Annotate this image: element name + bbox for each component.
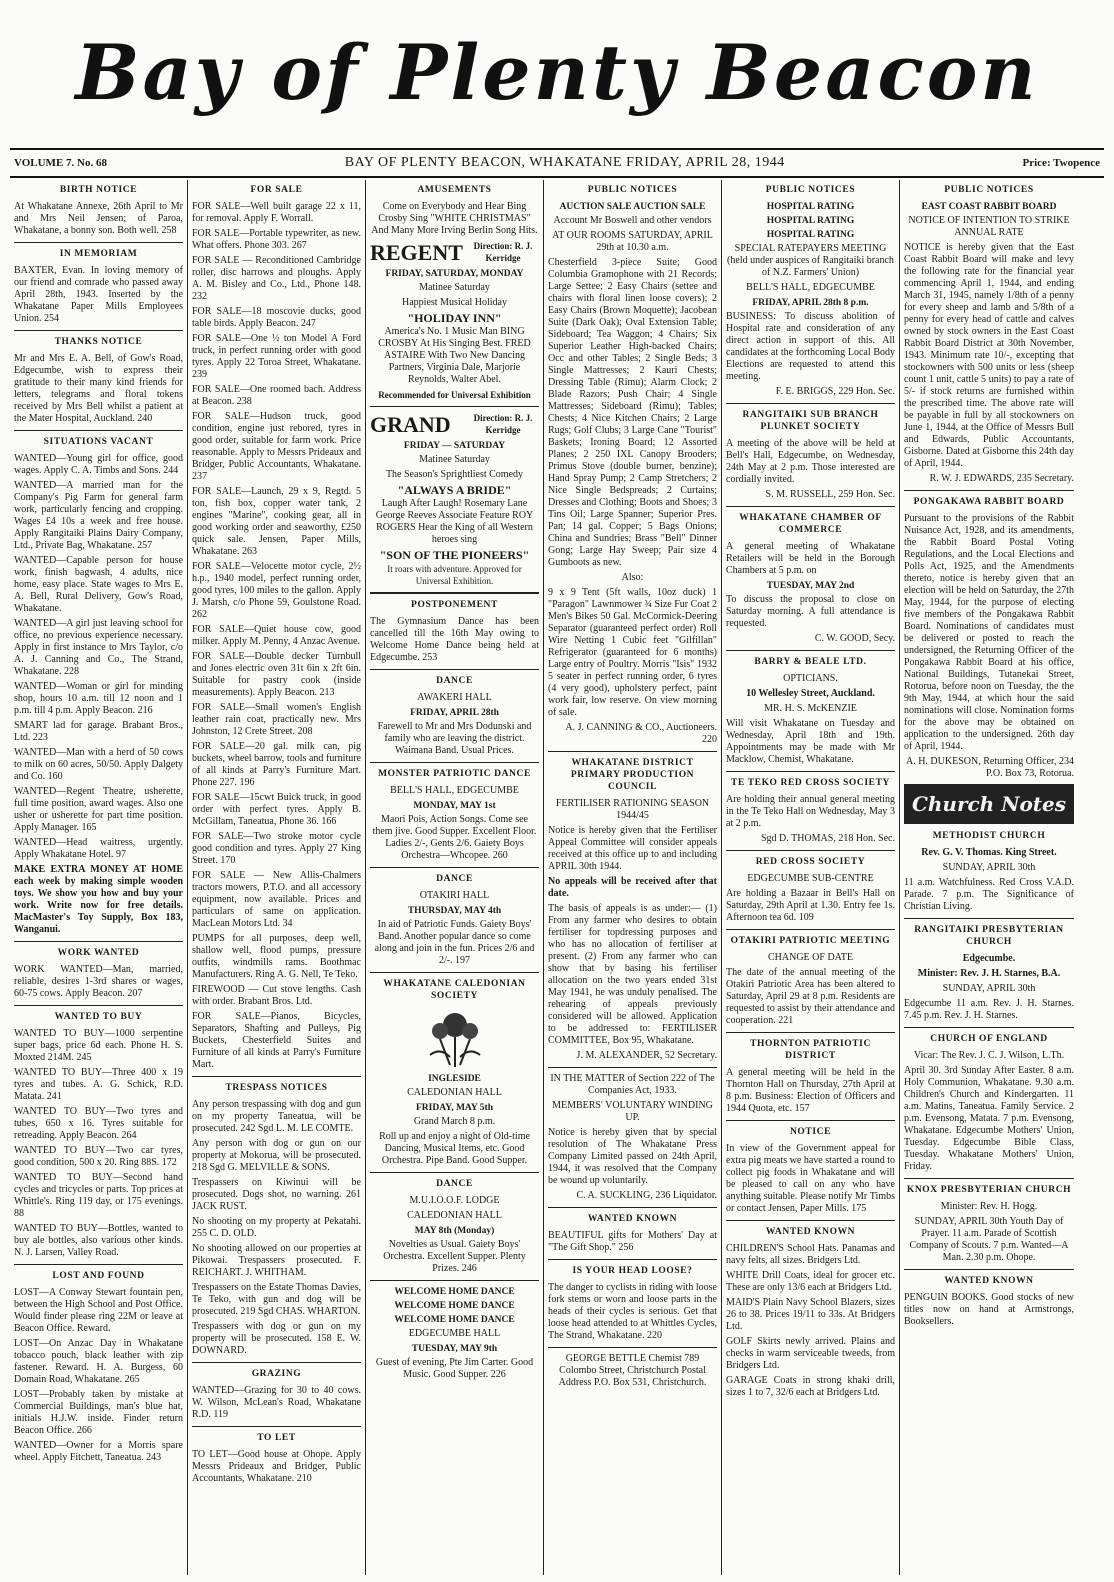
grand-tagline: The Season's Sprightliest Comedy bbox=[385, 469, 524, 480]
grand-film: "ALWAYS A BRIDE" bbox=[397, 483, 512, 497]
dance-heading: DANCE bbox=[436, 676, 473, 686]
plunket-notice: A meeting of the above will be held at Bell's Hall, Edgecumbe, on Wednesday, 24th May at 2 p.m. Those interested are cordially invited. bbox=[726, 438, 895, 485]
church-of-england-services: April 30. 3rd Sunday After Easter. 8 a.m. Holy Communion, Whakatane. 9.30 a.m. Children's Church and Kindergarten. 11 a.m. Matins, Taneatua. Family Service. 2 p.m. Evensong, Matata. 7 p.m. Evensong, Whakatane. Edgecumbe Mothers' Union, Tuesday. Edgecumbe Bible Class, Tuesday. Whakatane Mothers' Union, Friday. bbox=[904, 1065, 1074, 1172]
rabbit-board-signature: R. W. J. EDWARDS, 235 Secretary. bbox=[929, 473, 1074, 484]
public-notices-heading: PUBLIC NOTICES bbox=[944, 185, 1034, 195]
for-sale-ad: FOR SALE — Reconditioned Cambridge roller, disc harrows and ploughs. Apply A. M. Bisley and Co., Ltd., Phone 148. 232 bbox=[192, 255, 361, 302]
presbyterian-services: Edgecumbe 11 a.m. Rev. J. H. Starnes. 7.45 p.m. Rev. J. H. Starnes. bbox=[904, 998, 1074, 1021]
chamber-heading: WHAKATANE CHAMBER OF COMMERCE bbox=[739, 513, 882, 535]
welcome-home-heading: WELCOME HOME DANCE bbox=[394, 1315, 515, 1325]
plunket-heading: RANGITAIKI SUB BRANCH PLUNKET SOCIETY bbox=[742, 410, 879, 432]
lost-ad: LOST—Probably taken by mistake at Commercial Buildings, man's blue hat, initials H.J.W. inside. Finder return Beacon Office. 266 bbox=[14, 1389, 183, 1436]
dance-details: Novelties as Usual. Gaiety Boys' Orchestra. Excellent Supper. Plenty Prizes. 246 bbox=[383, 1239, 526, 1274]
postponement-notice: The Gymnasium Dance has been cancelled till the 16th May owing to Welcome Home Dance being held at Edgecumbe. 253 bbox=[370, 616, 539, 663]
trespass-notice: No shooting allowed on our properties at Pikowai. Trespassers prosecuted. F. REICHART. J. WHITHAM. bbox=[192, 1243, 361, 1278]
presbyterian-location: Edgecumbe. bbox=[962, 953, 1016, 964]
for-sale-ad: FOR SALE—One ½ ton Model A Ford truck, in perfect running order with good tyres. Apply 22 Toroa Street, Whakatane. 239 bbox=[192, 333, 361, 380]
birth-notice-heading: BIRTH NOTICE bbox=[59, 185, 138, 195]
wanted-to-buy-ad: WANTED TO BUY—Second hand cycles and tricycles or parts. Top prices at Whittle's. Ring 119 day, or 175 evenings. 88 bbox=[14, 1172, 183, 1219]
welcome-home-heading: WELCOME HOME DANCE bbox=[394, 1301, 515, 1311]
dance-details: In aid of Patriotic Funds. Gaiety Boys' Band. Another popular dance so come along and join in the fun. Prices 2/6 and 2/-. 197 bbox=[374, 919, 535, 966]
situation-ad: WANTED—Head waitress, urgently. Apply Whakatane Hotel. 97 bbox=[14, 837, 183, 860]
situation-ad: WANTED—Regent Theatre, usherette, full time position, award wages. Also one usher or usherette for part time position. Apply Manager. 165 bbox=[14, 786, 183, 833]
head-loose-ad: The danger to cyclists in riding with loose fork stems or worn and loose parts in the heads of their cycles is serious. Get that loose head attended to at Whittles Cycles, The Strand, Whakatane. 220 bbox=[548, 1282, 717, 1341]
auction-items: Chesterfield 3-piece Suite; Good Columbia Gramophone with 21 Records; Large Settee; 2 Easy Chairs (settee and chairs with floral linen loose covers); 2 Easy Chairs (Brown Moquette); Jacobean Suite (Dark Oak); Oval Extension Table; Sideboard; Tea Waggon; 4 Chairs; Six Superior Leather High-backed Chairs; Occ and other Tables; 2 Single Beds; 3 Single Mattresses; 2 Kauri Chests; Dressing Table (Rimu); Alarm Clock; 2 Blade Razors; Push Chair; 4 Single Mattresses; Sideboard (Rimu); Tables; Chests; 4 Nice Kitchen Chairs; 2 Large Rugs; Golf Clubs; 3 Large Cane "Tourist" Baskets; Ironing Board; 12 Assorted Planes; 2 250 IXL Canopy Brooders; Primus Stove (double burner, benzine); Hand Spray Pump; 2 Camp Stretchers; 2 Nice Single Bedspreads; 2 Curtains; Dresses and Clothing; Boots and Shoes; 3 Tins Oil; Large Spanner; Superior Pres. Pan; 14 gal. Copper; 5 Bags Onions; China and Sundries; Brass "Bell" Dinner Gong; Large Hay Sweep; Pair size 4 Gumboots as new. bbox=[548, 257, 717, 568]
meeting-signature: F. E. BRIGGS, 229 Hon. Sec. bbox=[775, 386, 895, 397]
memoriam-notice: BAXTER, Evan. In loving memory of our friend and comrade who passed away April 28th, 1943. Inserted by the Whakatane Paper Mills Employees Union. 254 bbox=[14, 265, 183, 324]
caledonian-venue: INGLESIDE bbox=[428, 1074, 481, 1084]
thanks-notice: Mr and Mrs E. A. Bell, of Gow's Road, Edgecumbe, wish to express their gratitude to their many kind friends for letters, telegrams and floral tokens received by Mrs Bell whilst a patient at the Mater Hospital, Auckland. 240 bbox=[14, 353, 183, 424]
regent-days: FRIDAY, SATURDAY, MONDAY bbox=[385, 269, 524, 279]
patriotic-dance-details: Maori Pois, Action Songs. Come see them jive. Good Supper. Excellent Floor. Ladies 2/-, Gents 2/6. Gaiety Boys Orchestra—Whcopee. 260 bbox=[372, 814, 537, 861]
for-sale-ad: FOR SALE—Pianos, Bicycles, Separators, Shafting and Pulleys, Pig Buckets, Chesterfield Suites and Furniture of all kinds at Parry's Furniture Mart. bbox=[192, 1011, 361, 1070]
to-let-heading: TO LET bbox=[257, 1433, 296, 1443]
lost-found-heading: LOST AND FOUND bbox=[52, 1271, 145, 1281]
fertiliser-signature: J. M. ALEXANDER, 52 Secretary. bbox=[576, 1050, 717, 1061]
welcome-home-date: TUESDAY, MAY 9th bbox=[411, 1344, 498, 1354]
public-notices-heading: PUBLIC NOTICES bbox=[765, 185, 856, 195]
companies-subheading: MEMBERS' VOLUNTARY WINDING UP. bbox=[552, 1100, 713, 1123]
situation-ad: SMART lad for garage. Brabant Bros., Ltd. 223 bbox=[14, 720, 183, 743]
trespass-notice: Any person with dog or gun on our property at Mokorua, will be prosecuted. 218 Sgd G. MELVILLE & SONS. bbox=[192, 1138, 361, 1173]
opticians-address: 10 Wellesley Street, Auckland. bbox=[746, 688, 875, 699]
for-sale-ad: FOR SALE—Hudson truck, good condition, engine just rebored, tyres in good order, suitable for farm work. Price reasonable. Apply to Messrs Prideaux and Bridger, Public Accountants, Whakatane. 237 bbox=[192, 411, 361, 482]
for-sale-ad: FOR SALE—Portable typewriter, as new. What offers. Phone 303. 267 bbox=[192, 228, 361, 251]
situations-heading: SITUATIONS VACANT bbox=[43, 437, 154, 447]
trespass-notice: Any person trespassing with dog and gun on my property Taneatua, will be prosecuted. 242 Sgd L. M. LE COMTE. bbox=[192, 1099, 361, 1134]
methodist-date: SUNDAY, APRIL 30th bbox=[942, 862, 1036, 873]
wanted-to-buy-heading: WANTED TO BUY bbox=[54, 1012, 143, 1022]
welcome-home-hall: EDGECUMBE HALL bbox=[408, 1328, 501, 1339]
wanted-to-buy-ad: WANTED TO BUY—Bottles, wanted to buy ale bottles, also various other kinds. N. J. Larsen, Valley Road. bbox=[14, 1223, 183, 1258]
auction-also: Also: bbox=[621, 572, 644, 583]
columns bbox=[10, 180, 1104, 1575]
red-cross-notice: Are holding a Bazaar in Bell's Hall on Saturday, 29th April at 1.30. Entry fee 1s. Afternoon tea 6d. 109 bbox=[726, 888, 895, 923]
trespass-notice: Trespassers on Kiwinui will be prosecuted. Dogs shot, no warning. 261 JACK RUST. bbox=[192, 1177, 361, 1212]
chemist-ad: GEORGE BETTLE Chemist 789 Colombo Street, Christchurch Postal Address P.O. Box 531, Christchurch. bbox=[558, 1353, 707, 1388]
dance-hall: CALEDONIAN HALL bbox=[407, 1210, 502, 1221]
dateline bbox=[10, 148, 1104, 178]
opticians-notice: Will visit Whakatane on Tuesday and Wednesday, April 18th and 19th. Appointments may be made with Mr Macklow, Chemist, Whakatane. bbox=[726, 718, 895, 765]
companies-notice: Notice is hereby given that by special resolution of The Whakatane Press Company Limited passed on 24th April, 1944, it was resolved that the Company be wound up voluntarily. bbox=[548, 1127, 717, 1186]
otakiri-heading: OTAKIRI PATRIOTIC MEETING bbox=[730, 936, 891, 946]
situation-ad: WANTED—A married man for the Company's Pig Farm for general farm work, particularly fencing and cropping. Wages £4 10s a week and free house. Apply Rangitaiki Plains Dairy Company, Ltd., Private Bag, Whakatane. 257 bbox=[14, 480, 183, 551]
wanted-known-ad: CHILDREN'S School Hats. Panamas and navy felts, all sizes. Bridgers Ltd. bbox=[726, 1243, 895, 1266]
hospital-rating-heading: HOSPITAL RATING bbox=[766, 202, 855, 212]
regent-matinee: Matinee Saturday bbox=[419, 282, 490, 293]
knox-minister: Minister: Rev. H. Hogg. bbox=[940, 1201, 1038, 1212]
regent-rating: Recommended for Universal Exhibition bbox=[378, 390, 531, 400]
wanted-known-ad: PENGUIN BOOKS. Good stocks of new titles now on hand at Armstrongs, Booksellers. bbox=[904, 1292, 1074, 1327]
wanted-known-ad: GARAGE Coats in strong khaki drill, sizes 1 to 7, 32/6 each at Bridgers Ltd. bbox=[726, 1375, 895, 1398]
situation-ad: WANTED—Man with a herd of 50 cows to milk on 60 acres, 50/50. Apply Dalgety and Co. 160 bbox=[14, 747, 183, 782]
regent-tagline: Happiest Musical Holiday bbox=[402, 297, 507, 308]
dance-details: Farewell to Mr and Mrs Dodunski and family who are leaving the district. Waimana Band. Usual Prices. bbox=[377, 721, 532, 756]
auction-heading: AUCTION SALE AUCTION SALE bbox=[559, 202, 706, 212]
lost-ad: WANTED—Owner for a Morris spare wheel. Apply Fitchett, Taneatua. 243 bbox=[14, 1440, 183, 1463]
grand-description: Laugh After Laugh! Rosemary Lane George Reeves Associate Feature ROY ROGERS Hear the King of all Western heroes sing bbox=[375, 498, 534, 545]
for-sale-ad: FOR SALE—Double decker Turnbull and Jones electric oven 31t 6in x 2ft 6in. Suitable for pastry cook (inside measurements). Apply Beacon. 213 bbox=[192, 651, 361, 698]
fertiliser-heading: WHAKATANE DISTRICT PRIMARY PRODUCTION COUNCIL bbox=[570, 758, 695, 792]
presbyterian-minister: Minister: Rev. J. H. Starnes, B.A. bbox=[917, 968, 1061, 979]
knox-services: SUNDAY, APRIL 30th Youth Day of Prayer. 11 a.m. Parade of Scottish Company of Scouts. 7 p.m. Wanted—A Man. 2.30 p.m. Ohope. bbox=[909, 1216, 1069, 1263]
opticians-name: MR. H. S. McKENZIE bbox=[764, 703, 857, 714]
grand-description-2: It roars with adventure. Approved for Universal Exhibition. bbox=[387, 564, 522, 586]
dance-heading: DANCE bbox=[436, 1179, 473, 1189]
for-sale-ad: FOR SALE—Well built garage 22 x 11, for removal. Apply F. Worrall. bbox=[192, 201, 361, 224]
caledonian-heading: WHAKATANE CALEDONIAN SOCIETY bbox=[383, 979, 526, 1001]
for-sale-ad: FOR SALE—18 moscovie ducks, good table birds. Apply Beacon. 247 bbox=[192, 306, 361, 329]
thornton-heading: THORNTON PATRIOTIC DISTRICT bbox=[750, 1039, 871, 1061]
dance-hall: OTAKIRI HALL bbox=[419, 890, 490, 901]
for-sale-ad: FOR SALE—One roomed bach. Address at Beacon. 238 bbox=[192, 384, 361, 407]
wanted-known-ad: MAID'S Plain Navy School Blazers, sizes 26 to 38. Prices 19/11 to 33s. At Bridgers Ltd. bbox=[726, 1297, 895, 1332]
patriotic-dance-date: MONDAY, MAY 1st bbox=[413, 801, 496, 811]
grazing-heading: GRAZING bbox=[251, 1369, 302, 1379]
te-teko-notice: Are holding their annual general meeting in the Te Teko Hall on Wednesday, May 3 at 2 p.m. bbox=[726, 794, 895, 829]
regent-description: America's No. 1 Music Man BING CROSBY At His Singing Best. FRED ASTAIRE With Two New Dancing Partners, Virginia Dale, Marjorie Reynolds, Walter Abel. bbox=[378, 326, 531, 385]
methodist-minister: Rev. G. V. Thomas. King Street. bbox=[921, 847, 1057, 858]
situation-ad: WANTED—Young girl for office, good wages. Apply C. A. Timbs and Sons. 244 bbox=[14, 453, 183, 476]
for-sale-ad: FOR SALE—Small women's English leather rain coat, practically new. Mrs Johnston, 12 Crete Street. 208 bbox=[192, 702, 361, 737]
for-sale-ad: FOR SALE—Launch, 29 x 9, Regtd. 5 ton, fish box, copper water tank, 2 engines "Marine", cooking gear, all in good working order and seaworthy, £250 quick sale. Jensen, Paper Mills, Whakatane. 263 bbox=[192, 486, 361, 557]
caledonian-time: Grand March 8 p.m. bbox=[413, 1116, 496, 1127]
presbyterian-date: SUNDAY, APRIL 30th bbox=[942, 983, 1036, 994]
grand-matinee: Matinee Saturday bbox=[419, 454, 490, 465]
lost-ad: LOST—On Anzac Day in Whakatane tobacco pouch, black leather with zip fastener. Reward. H. A. Burgess, 60 Domain Road, Whakatane. 265 bbox=[14, 1338, 183, 1385]
dance-date: THURSDAY, MAY 4th bbox=[407, 906, 502, 916]
otakiri-subheading: CHANGE OF DATE bbox=[768, 952, 853, 963]
grand-direction: Direction: R. J. Kerridge bbox=[473, 413, 533, 435]
opticians-label: OPTICIANS. bbox=[783, 673, 838, 684]
pig-food-notice: In view of the Government appeal for extra pig meats we have started a round to collect pig foods in Whakatane and will be pleased to call on any who have anything suitable. Please notify Mr Timbs or contact Jensen, Paper Mills. 175 bbox=[726, 1143, 895, 1214]
hospital-rating-heading: HOSPITAL RATING bbox=[766, 230, 855, 240]
wanted-known-heading: WANTED KNOWN bbox=[587, 1214, 678, 1224]
lost-ad: LOST—A Conway Stewart fountain pen, between the High School and Post Office. Would finder please ring 22M or leave at Beacon Office. Reward. bbox=[14, 1287, 183, 1334]
regent-direction: Direction: R. J. Kerridge bbox=[473, 241, 533, 263]
column-2 bbox=[188, 180, 366, 1575]
red-cross-heading: RED CROSS SOCIETY bbox=[755, 857, 866, 867]
grand-banner bbox=[370, 412, 539, 438]
for-sale-ad: FOR SALE—Two stroke motor cycle good condition and tyres. Apply 27 King Street. 170 bbox=[192, 831, 361, 866]
wanted-known-ad: WHITE Drill Coats, ideal for grocer etc. These are only 13/6 each at Bridgers Ltd. bbox=[726, 1270, 895, 1293]
dance-date: FRIDAY, APRIL 28th bbox=[410, 708, 499, 718]
grazing-ad: WANTED—Grazing for 30 to 40 cows. W. Wilson, McLean's Road, Whakatane R.D. 119 bbox=[192, 1385, 361, 1420]
regent-banner bbox=[370, 240, 539, 266]
for-sale-ad: FIREWOOD — Cut stove lengths. Cash with order. Brabant Bros. Ltd. bbox=[192, 984, 361, 1007]
regent-film: "HOLIDAY INN" bbox=[407, 311, 502, 325]
rabbit-board-notice: NOTICE is hereby given that the East Coast Rabbit Board will make and levy the following rate for the financial year commencing April 1, 1944, and ending March 31, 1945, namely 1/8th of a penny for every sheep and lamb and 5/8th of a penny for every head of cattle and calves owned by stock owners in the East Coast Rabbit Board District at 30th November, 1943. Minimum rate 10/-, excepting that stockowners with 500 units or less (sheep count 1 unit, cattle 5 units) to pay a rate of 5/- if stock returns are furnished within the prescribed time. The above rate will be payable in full by all stockowners on June 1, 1944, at the Office of Messrs Bull and Edwards, Public Accountants, Gisborne. Dated at Gisborne this 24th day of April, 1944. bbox=[904, 242, 1074, 469]
church-of-england-vicar: Vicar: The Rev. J. C. J. Wilson, L.Th. bbox=[913, 1050, 1065, 1061]
auction-rooms: AT OUR ROOMS SATURDAY, APRIL 29th at 10.30 a.m. bbox=[552, 230, 713, 253]
fertiliser-notice: Notice is hereby given that the Fertiliser Appeal Committee will consider appeals received at this office up to and including APRIL 30th 1944. bbox=[548, 825, 717, 872]
work-wanted-heading: WORK WANTED bbox=[57, 948, 140, 958]
trespass-notice: Trespassers with dog or gun on my property will be prosecuted. 158 E. W. DOWNARD. bbox=[192, 1321, 361, 1356]
for-sale-ad: PUMPS for all purposes, deep well, shallow well, flood pumps, pressure outfits, windmills rams. Boothmac Manufacturers. Ring A. G. Nell, Te Teko. bbox=[192, 933, 361, 980]
caledonian-date: FRIDAY, MAY 5th bbox=[416, 1103, 493, 1113]
chamber-date: TUESDAY, MAY 2nd bbox=[766, 581, 855, 591]
for-sale-ad: FOR SALE—20 gal. milk can, pig buckets, wheel barrow, tools and furniture of all kinds at Parry's Furniture Mart. Phone 227. 196 bbox=[192, 741, 361, 788]
te-teko-signature: Sgd D. THOMAS, 218 Hon. Sec. bbox=[761, 833, 895, 844]
chamber-notice-2: To discuss the proposal to close on Saturday morning. A full attendance is requested. bbox=[726, 594, 895, 629]
volume-number: VOLUME 7. No. 68 bbox=[14, 157, 107, 169]
column-1 bbox=[10, 180, 188, 1575]
situation-ad: MAKE EXTRA MONEY AT HOME each week by making simple wooden toys. We show you how and buy your work. Write now for free details. MacMaster's Toy Supply, Box 183, Wanganui. bbox=[14, 864, 183, 935]
pongakawa-notice: Pursuant to the provisions of the Rabbit Nuisance Act, 1928, and its amendments, the Rabbit Board Postal Voting Regulations, and the Local Elections and Polls Act, 1925, and the Amendments thereto, notice is hereby given that an election will be held on Saturday, the 27th May, 1944, for the purpose of electing five members of the Pongakawa Rabbit Board. Nominations of candidates must be delivered or posted to reach the undersigned, the Returning Officer of the Pongakawa Rabbit Board at his office, National Buildings, Tutanekai Street, Rotorua, before noon on Tuesday, the the 9th May, 1944, at which hour the said nominations will close. Nomination forms for the above may be obtained on application to the undersigned. 26th day of April, 1944. bbox=[904, 513, 1074, 752]
auctioneer-signature: A. J. CANNING & CO., Auctioneers. 220 bbox=[565, 722, 717, 745]
welcome-home-details: Guest of evening, Pte Jim Carter. Good Music. Good Supper. 226 bbox=[375, 1357, 534, 1380]
fertiliser-basis: The basis of appeals is as under:— (1) From any farmer who desires to obtain fertiliser for topdressing purposes and who has no allocation of fertiliser at present. (2) From any farmer who can show that by basing his fertiliser allocation on the two years ended 31st May 1941, he was unduly penalised. The rehearing of appeals previously considered will be allowed. Application to be addressed to: FERTILISER COMMITTEE, Box 95, Whakatane. bbox=[548, 903, 717, 1046]
for-sale-ad: FOR SALE—15cwt Buick truck, in good order with perfect tyres. Apply B. McGillam, Taneatua, Phone 36. 166 bbox=[192, 792, 361, 827]
amusements-heading: AMUSEMENTS bbox=[417, 185, 492, 195]
situation-ad: WANTED—A girl just leaving school for office, no previous experience necessary. Apply in first instance to Mrs Taylor, c/o A. J. Canning and Co., The Strand, Whakatane. 228 bbox=[14, 618, 183, 677]
amusements-intro: Come on Everybody and Hear Bing Crosby Sing "WHITE CHRISTMAS" And Many More Irving Berlin Song Hits. bbox=[371, 201, 538, 236]
rabbit-board-subheading: NOTICE OF INTENTION TO STRIKE ANNUAL RATE bbox=[908, 215, 1070, 238]
column-5 bbox=[722, 180, 900, 1575]
methodist-services: 11 a.m. Watchfulness. Red Cross V.A.D. Parade. 7 p.m. The Significance of Christian Living. bbox=[904, 877, 1074, 912]
head-loose-heading: IS YOUR HEAD LOOSE? bbox=[572, 1266, 693, 1276]
wanted-known-heading: WANTED KNOWN bbox=[944, 1276, 1034, 1286]
patriotic-dance-heading: MONSTER PATRIOTIC DANCE bbox=[378, 769, 531, 779]
masthead: Bay of Plenty Beacon bbox=[75, 28, 1039, 117]
work-wanted-ad: WORK WANTED—Man, married, reliable, desires 1-3rd shares or wages, 60-75 cows. Apply Beacon. 207 bbox=[14, 964, 183, 999]
thornton-notice: A general meeting will be held in the Thornton Hall on Thursday, 27th April at 8 p.m. Business: Election of Officers and 1944 Quota, etc. 157 bbox=[726, 1067, 895, 1114]
regent-title: REGENT bbox=[370, 240, 463, 265]
dance-heading: DANCE bbox=[436, 874, 473, 884]
pongakawa-heading: PONGAKAWA RABBIT BOARD bbox=[913, 497, 1065, 507]
wanted-to-buy-ad: WANTED TO BUY—1000 serpentine super bags, price 6d each. Phone H. S. Moxted 214M. 245 bbox=[14, 1028, 183, 1063]
situation-ad: WANTED—Capable person for house work, finish bagwash, 4 adults, nice home, easy place. State wages to Mrs E. A. Bell, Rural Delivery, Gow's Road, Whakatane. bbox=[14, 555, 183, 614]
column-6 bbox=[900, 180, 1078, 1575]
dance-hall: AWAKERI HALL bbox=[417, 692, 492, 703]
grand-title: GRAND bbox=[370, 412, 451, 437]
wanted-known-ad: GOLF Skirts newly arrived. Plains and checks in warm serviceable tweeds, from Bridgers Ltd. bbox=[726, 1336, 895, 1371]
trespass-heading: TRESPASS NOTICES bbox=[225, 1083, 328, 1093]
birth-notice: At Whakatane Annexe, 26th April to Mr and Mrs Neil Jensen; of Paroa, Whakatane, a bonny son. Both well. 258 bbox=[14, 201, 183, 236]
chamber-signature: C. W. GOOD, Secy. bbox=[814, 633, 895, 644]
plunket-signature: S. M. RUSSELL, 259 Hon. Sec. bbox=[765, 489, 895, 500]
pongakawa-signature: A. H. DUKESON, Returning Officer, 234 P.O. Box 73, Rotorua. bbox=[905, 756, 1074, 779]
wanted-known-ad: BEAUTIFUL gifts for Mothers' Day at "The Gift Shop." 256 bbox=[548, 1230, 717, 1253]
column-4 bbox=[544, 180, 722, 1575]
church-notes-banner: Church Notes bbox=[904, 784, 1074, 824]
thanks-heading: THANKS NOTICE bbox=[54, 337, 143, 347]
notice-heading: NOTICE bbox=[789, 1127, 832, 1137]
fertiliser-deadline: No appeals will be received after that date. bbox=[548, 876, 717, 899]
thistle-icon bbox=[420, 1007, 490, 1069]
welcome-home-heading: WELCOME HOME DANCE bbox=[394, 1287, 515, 1297]
te-teko-heading: TE TEKO RED CROSS SOCIETY bbox=[731, 778, 890, 788]
column-3 bbox=[366, 180, 544, 1575]
dance-date: MAY 8th (Monday) bbox=[414, 1226, 495, 1236]
chamber-notice: A general meeting of Whakatane Retailers will be held in the Borough Chambers at 5 p.m. on bbox=[726, 541, 895, 576]
otakiri-notice: The date of the annual meeting of the Otakiri Patriotic Area has been altered to Saturday, April 29 at 8 p.m. Residents are requested to assist by their attendance and cooperation. 221 bbox=[726, 967, 895, 1026]
wanted-to-buy-ad: WANTED TO BUY—Two tyres and tubes, 650 x 16. Tyres suitable for retreading. Apply Beacon. 264 bbox=[14, 1106, 183, 1141]
price: Price: Twopence bbox=[1022, 157, 1100, 169]
meeting-date: FRIDAY, APRIL 28th 8 p.m. bbox=[752, 298, 869, 308]
auction-account: Account Mr Boswell and other vendors bbox=[553, 215, 712, 226]
companies-heading: IN THE MATTER of Section 222 of The Companies Act, 1933. bbox=[550, 1073, 715, 1096]
rabbit-board-heading: EAST COAST RABBIT BOARD bbox=[921, 202, 1057, 212]
meeting-business: BUSINESS: To discuss abolition of Hospital rate and consideration of any direct action in support of this. All candidates at the forthcoming Local Body Elections are requested to attend this meeting. bbox=[726, 311, 895, 382]
red-cross-subheading: EDGECUMBE SUB-CENTRE bbox=[747, 873, 874, 884]
meeting-venue: BELL'S HALL, EDGECUMBE bbox=[746, 282, 875, 293]
caledonian-hall: CALEDONIAN HALL bbox=[407, 1087, 502, 1098]
to-let-ad: TO LET—Good house at Ohope. Apply Messrs Prideaux and Bridger, Public Accountants, Whakatane. 210 bbox=[192, 1449, 361, 1484]
for-sale-heading: FOR SALE bbox=[250, 185, 303, 195]
wanted-to-buy-ad: WANTED TO BUY—Two car tyres, good condition, 500 x 20. Ring 88S. 172 bbox=[14, 1145, 183, 1168]
dateline-center: BAY OF PLENTY BEACON, WHAKATANE FRIDAY, APRIL 28, 1944 bbox=[344, 155, 785, 170]
grand-days: FRIDAY — SATURDAY bbox=[403, 441, 506, 451]
companies-signature: C. A. SUCKLING, 236 Liquidator. bbox=[576, 1190, 717, 1201]
for-sale-ad: FOR SALE—Quiet house cow, good milker. Apply M. Penny, 4 Anzac Avenue. bbox=[192, 624, 361, 647]
trespass-notice: No shooting on my property at Pekatahi. 255 C. D. OLD. bbox=[192, 1216, 361, 1239]
public-notices-heading: PUBLIC NOTICES bbox=[587, 185, 678, 195]
caledonian-details: Roll up and enjoy a night of Old-time Dancing, Musical Items, etc. Good Orchestra. Pipe Band. Good Supper. bbox=[379, 1131, 530, 1166]
wanted-to-buy-ad: WANTED TO BUY—Three 400 x 19 tyres and tubes. A. G. Schick, R.D. Matata. 241 bbox=[14, 1067, 183, 1102]
auction-also-items: 9 x 9 Tent (5ft walls, 10oz duck) 1 "Paragon" Lawnmower ¾ Size Fur Coat 2 Men's Bikes 50 Gal. McCormick-Deering Separator (guaranteed perfect order) Roll Wire Netting 1 Cubic feet "Gilfillan" Refrigerator (guaranteed for 6 months) Large entry of Poultry. Morris "Isis" 1932 5 seater in perfect running order, 6 tyres (4 very good), upholstery perfect, paint work fair, low reserve. On view morning of sale. bbox=[548, 587, 717, 718]
opticians-heading: BARRY & BEALE LTD. bbox=[754, 657, 867, 667]
for-sale-ad: FOR SALE — New Allis-Chalmers tractors mowers, P.T.O. and all accessory equipment, now available. Prices and particulars of same on application. MacLean Motors Ltd. 34 bbox=[192, 870, 361, 929]
wanted-known-heading: WANTED KNOWN bbox=[765, 1227, 856, 1237]
methodist-heading: METHODIST CHURCH bbox=[932, 831, 1046, 841]
church-of-england-heading: CHURCH OF ENGLAND bbox=[930, 1034, 1048, 1044]
memoriam-heading: IN MEMORIAM bbox=[59, 249, 138, 259]
hospital-rating-heading: HOSPITAL RATING bbox=[766, 216, 855, 226]
special-meeting: SPECIAL RATEPAYERS MEETING (held under auspices of Rangitaiki branch of N.Z. Farmers' Union) bbox=[727, 243, 894, 278]
trespass-notice: Trespassers on the Estate Thomas Davies, Te Teko, with gun and dog will be prosecuted. 219 Sgd CHAS. WHARTON. bbox=[192, 1282, 361, 1317]
grand-film-2: "SON OF THE PIONEERS" bbox=[379, 548, 530, 562]
presbyterian-heading: RANGITAIKI PRESBYTERIAN CHURCH bbox=[914, 925, 1064, 947]
lodge-name: M.U.I.O.O.F. LODGE bbox=[409, 1195, 500, 1206]
for-sale-ad: FOR SALE—Velocette motor cycle, 2½ h.p., 1940 model, perfect running order, good tyres, 100 miles to the gallon. Apply J. Marsh, c/o Phone 59, Goulstone Road. 262 bbox=[192, 561, 361, 620]
fertiliser-subheading: FERTILISER RATIONING SEASON 1944/45 bbox=[555, 798, 710, 821]
postponement-heading: POSTPONEMENT bbox=[411, 600, 498, 610]
knox-heading: KNOX PRESBYTERIAN CHURCH bbox=[906, 1185, 1072, 1195]
situation-ad: WANTED—Woman or girl for minding shop, hours 10 a.m. till 12 noon and 1 p.m. till 4 p.m. Apply Beacon. 216 bbox=[14, 681, 183, 716]
patriotic-dance-hall: BELL'S HALL, EDGECUMBE bbox=[390, 785, 519, 796]
